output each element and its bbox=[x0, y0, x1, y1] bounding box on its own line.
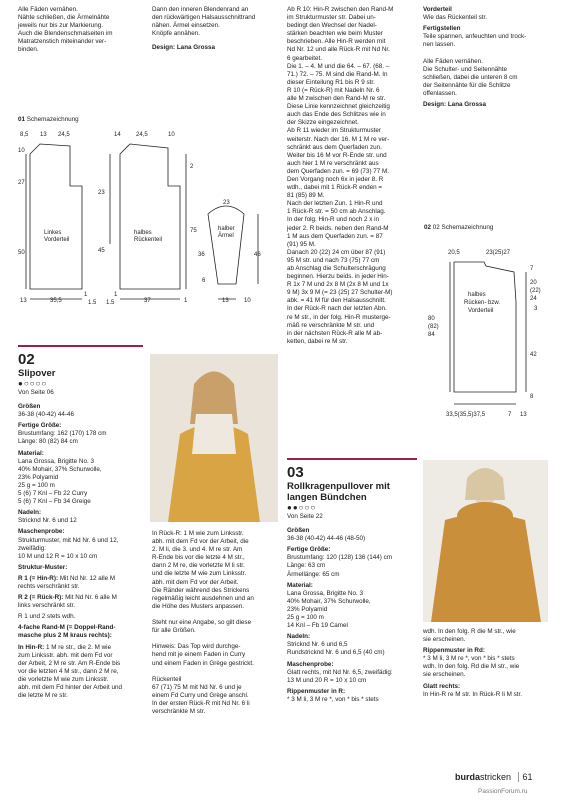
dim-label: 1 bbox=[114, 292, 118, 299]
model-image bbox=[423, 460, 548, 622]
paragraph: Ab R 10: Hin-R zwischen den Rand-M im Strukturmuster str. Dabei un- bedingt den Wechsel der Nadel- stärken beachten wie beim Muster beschrieben. Alle Hin-R werden mit Nd Nr. 12 und alle Rück-R mit Nd Nr. 6 gearbeitet. Die 1. – 4. M und die 64. – 67. (68. – 71.) 72. – 75. M sind die Rand-M. In dieser Einteilung R1 bis R 9 str. R 10 (= Rück-R) mit Nadeln Nr. 6 alle M zwischen den Rand-M re str. Diese Linie kennzeichnet gleichzeitig auch das Ende des Schlitzes wie in der Skizze eingezeichnet. Ab R 11 wieder im Strukturmuster weiterstr. Nach der 16. M 1 M re ver- schränkt aus dem Querfaden zun. Weiter bis 16 M vor R-Ende str. und auch hier 1 M re verschränkt aus dem Querfaden zun. = 69 (73) 77 M. Den Vorgang noch 6x in jeder 8. R wdh., dabei mit 1 Rück-R enden = 81 (85) 89 M. Nach der letzten Zun. 1 Hin-R und 1 Rück-R str. = 50 cm ab Anschlag. In der folg. Hin-R und noch 2 x in jeder 2. R beids. neben den Rand-M 1 M aus dem Querfaden zun. = 87 (91) 95 M. Danach 20 (22) 24 cm über 87 (91) 95 M str. und nach 73 (75) 77 cm ab Anschlag die Schulterschrägung beginnen. Hierzu beids. in jeder Hin- R 1x 7 M und 2x 8 M (2x 8 M und 1x 9 M) 3x 9 M (= 23 (25) 27 Schulter-M) abk. = 41 M für den Halsausschnitt. In der Rück-R nach der letzten Abn. re M str., in der folg. Hin-R musterge- mäß re verschränkte M str. und in der nächsten Rück-R alle M ab- ketten, dabei re M str. bbox=[287, 6, 394, 345]
subheading: Nadeln: bbox=[18, 509, 42, 517]
text-block bbox=[18, 624, 146, 640]
schematic-02-drawing bbox=[424, 232, 554, 422]
dim-label: 35,5 bbox=[50, 298, 62, 305]
dim-label: 33,5(35,5)37,5 bbox=[446, 412, 486, 419]
col4-top-text bbox=[423, 6, 548, 112]
dim-label: 84 bbox=[428, 332, 435, 339]
dim-label: 20,5 bbox=[448, 250, 460, 257]
dim-label: 14 bbox=[114, 132, 121, 139]
text-block: In Hin-R: 1 M re str., die 2. M wie zum Linksstr. abh. mit dem Fd vor der Arbeit, 2 M re str. Am R-Ende bis vor die letzten 4 M str., dann 2 M re, die vorletzte M wie zum Linksstr. abh. mit dem Fd hinter der Arbeit und die letzte M re str. bbox=[18, 643, 122, 700]
page-number: 61 bbox=[518, 772, 533, 782]
page-reference: Von Seite 06 bbox=[18, 389, 54, 396]
subheading: Design: Lana Grossa bbox=[423, 101, 486, 109]
dim-label: 6 bbox=[202, 278, 206, 285]
dim-label: (82) bbox=[428, 324, 439, 331]
dim-label: (22) bbox=[530, 288, 541, 295]
brand-logo-suffix: stricken bbox=[480, 772, 512, 782]
subheading: Rippenmuster in Rd: bbox=[423, 647, 485, 655]
text-block bbox=[423, 101, 548, 109]
page-reference: Von Seite 22 bbox=[287, 513, 323, 520]
col1-top-text bbox=[18, 6, 143, 55]
col3-text bbox=[287, 6, 417, 346]
design-credit: Design: Lana Grossa bbox=[152, 44, 215, 52]
dim-label: 20 bbox=[530, 280, 537, 287]
subheading: Struktur-Muster: bbox=[18, 563, 68, 571]
text-block: Nadeln: Stricknd Nr. 6 und 6,5 Rundstricknd Nr. 6 und 6,5 (40 cm) bbox=[287, 633, 385, 657]
brand-logo: burda bbox=[455, 772, 481, 782]
dim-label: 10 bbox=[244, 298, 251, 305]
section-rule bbox=[18, 345, 143, 347]
text-block: wdh. In den folg. R die M str., wie sie erscheinen. bbox=[423, 628, 516, 644]
subheading: Fertigstellen bbox=[423, 25, 461, 33]
schematic-01-drawing bbox=[18, 124, 268, 304]
text-block: Material: Lana Grossa, Brigitte No. 3 40% Mohair, 37% Schurwolle, 23% Polyamid 25 g = 100 m 5 (6) 7 Knl – Fb 22 Curry 5 (6) 7 Knl – Fb 34 Greige bbox=[18, 449, 102, 506]
subheading: Maschenprobe: bbox=[18, 528, 65, 536]
watermark: PassionForum.ru bbox=[478, 788, 528, 795]
dim-label: 13 bbox=[520, 412, 527, 419]
paragraph: Dann den inneren Blendenrand an den rückwärtigen Halsausschnittrand nähen. Ärmel einsetzen. Knöpfe annähen. bbox=[152, 6, 256, 38]
text-block: R 1 (= Hin-R): Mit Nd Nr. 12 alle M rechts verschränkt str. bbox=[18, 574, 116, 590]
piece-label: halber Ärmel bbox=[218, 226, 235, 240]
subheading: R 1 (= Hin-R): bbox=[18, 574, 59, 582]
subheading: Größen bbox=[287, 527, 310, 535]
dim-label: 13 bbox=[40, 132, 47, 139]
section-02-body bbox=[18, 403, 146, 700]
text-block bbox=[18, 564, 146, 572]
subheading: Material: bbox=[287, 581, 313, 589]
paragraph: Alle Fäden vernähen. Nähte schließen, die Ärmelnähte jeweils nur bis zur Markierung. Auch die Blendenschmalseiten im Matratzenstich miteinander ver- binden. bbox=[18, 6, 113, 54]
text-block: R 2 (= Rück-R): Mit Nd Nr. 6 alle M links verschränkt str. bbox=[18, 594, 117, 610]
model-image bbox=[150, 354, 278, 522]
text-block: Rippenmuster in Rd: * 3 M li, 3 M re *, von * bis * stets wdh. In den folg. Rd die M str., wie sie erscheinen. bbox=[423, 647, 520, 679]
difficulty-rating: ●○○○○ bbox=[18, 379, 48, 388]
page-footer bbox=[455, 773, 533, 781]
subheading: Glatt rechts: bbox=[423, 682, 461, 690]
dim-label: 13 bbox=[20, 298, 27, 305]
section-rule bbox=[287, 458, 417, 460]
dim-label: 7 bbox=[508, 412, 512, 419]
section-title: Rollkragenpullover mit langen Bündchen bbox=[287, 481, 390, 503]
dim-label: 23 bbox=[223, 200, 230, 207]
dim-label: 1 bbox=[84, 292, 88, 299]
subheading: R 2 (= Rück-R): bbox=[18, 594, 64, 602]
slipover-photo bbox=[150, 354, 278, 522]
text-block: Material: Lana Grossa, Brigitte No. 3 40% Mohair, 37% Schurwolle, 23% Polyamid 25 g = 100 m 14 Knl – Fb 19 Camel bbox=[287, 581, 371, 630]
pullover-photo bbox=[423, 460, 548, 622]
dim-label: 24,5 bbox=[136, 132, 148, 139]
subheading: In Hin-R: bbox=[18, 643, 45, 651]
piece-label: Vorderteil bbox=[468, 308, 494, 315]
piece-label: Linkes Vorderteil bbox=[44, 230, 70, 244]
dim-label: 3 bbox=[534, 306, 538, 313]
diagram-title: 02 02 Schemazeichnung bbox=[424, 224, 494, 231]
text-block: Größen 36-38 (40-42) 44-46 bbox=[18, 403, 75, 419]
dim-label: 1,5 bbox=[106, 300, 115, 305]
dim-label: 23 bbox=[98, 190, 105, 197]
text-block: Maschenprobe: Glatt rechts, mit Nd Nr. 6,5, zweifädig: 13 M und 20 R = 10 x 10 cm bbox=[287, 660, 393, 684]
text-block: Größen 36-38 (40-42) 44-46 (48-50) bbox=[287, 527, 366, 543]
subheading: Fertige Größe: bbox=[18, 422, 62, 430]
dim-label: 2 bbox=[190, 164, 194, 171]
dim-label: 75 bbox=[190, 228, 197, 235]
text-block: Maschenprobe: Strukturmuster, mit Nd Nr. 6 und 12, zweifädig: 10 M und 12 R = 10 x 10 cm bbox=[18, 528, 119, 560]
diagram-title: 01 Schemazeichnung bbox=[18, 116, 79, 123]
dim-label: 10 bbox=[18, 148, 25, 155]
section-02 bbox=[18, 352, 146, 703]
piece-label: halbes Rückenteil bbox=[134, 230, 163, 244]
text-block: Fertige Größe: Brustumfang: 120 (128) 136 (144) cm Länge: 63 cm Ärmellänge: 65 cm bbox=[287, 546, 393, 578]
dim-label: 13 bbox=[222, 298, 229, 305]
col4-bottom-text bbox=[423, 628, 548, 702]
dim-label: 50 bbox=[18, 250, 25, 257]
dim-label: 42 bbox=[530, 352, 537, 359]
dim-label: 10 bbox=[168, 132, 175, 139]
dim-label: 80 bbox=[428, 316, 435, 323]
section-number: 02 bbox=[18, 351, 35, 368]
text-block: Fertigstellen Teile spannen, anfeuchten und trock- nen lassen. Alle Fäden vernähen. Die Schulter- und Seitennähte schließen, dabei die unteren 8 cm der Seitennähte für die Schlitze offenlassen. bbox=[423, 25, 527, 97]
subheading: Nadeln: bbox=[287, 633, 311, 641]
dim-label: 8,5 bbox=[20, 132, 29, 139]
dim-label: 36 bbox=[198, 252, 205, 259]
section-03 bbox=[287, 465, 421, 707]
dim-label: 37 bbox=[144, 298, 151, 305]
subheading: Rippenmuster in R: bbox=[287, 687, 346, 695]
dim-label: 24,5 bbox=[58, 132, 70, 139]
text-block: Glatt rechts: In Hin-R re M str. In Rück-R li M str. bbox=[423, 682, 523, 698]
piece-label: halbes bbox=[468, 292, 486, 299]
section-03-body bbox=[287, 527, 421, 704]
subheading: Maschenprobe: bbox=[287, 660, 334, 668]
dim-label: 45 bbox=[98, 248, 105, 255]
text-block: Nadeln: Stricknd Nr. 6 und 12 bbox=[18, 509, 77, 525]
col2-top-text bbox=[152, 6, 282, 52]
subheading: Größen bbox=[18, 403, 41, 411]
dim-label: 1 bbox=[184, 298, 188, 305]
text-block: Fertige Größe: Brustumfang: 162 (170) 178 cm Länge: 80 (82) 84 cm bbox=[18, 422, 107, 446]
schematic-01 bbox=[18, 116, 268, 306]
subheading: Fertige Größe: bbox=[287, 546, 331, 554]
subheading: 4-fache Rand-M (= Doppel-Rand- masche plus 2 M kraus rechts): bbox=[18, 624, 116, 640]
dim-label: 7 bbox=[530, 266, 534, 273]
dim-label: 27 bbox=[18, 180, 25, 187]
difficulty-rating: ●●○○○ bbox=[287, 503, 317, 512]
dim-label: 8 bbox=[530, 394, 534, 401]
schematic-02 bbox=[424, 224, 554, 424]
dim-label: 1,5 bbox=[88, 300, 97, 305]
text-block: Rippenmuster in R: * 3 M li, 3 M re *, von * bis * stets bbox=[287, 687, 379, 703]
piece-label: Rücken- bzw. bbox=[464, 300, 501, 307]
col2-mid-text bbox=[152, 530, 282, 716]
subheading: Material: bbox=[18, 449, 44, 457]
dim-label: 23(25)27 bbox=[486, 250, 511, 257]
dim-label: 24 bbox=[530, 296, 537, 303]
section-number: 03 bbox=[287, 464, 304, 481]
section-title: Slipover bbox=[18, 368, 56, 379]
subheading: Vorderteil bbox=[423, 6, 452, 13]
dim-label: 46 bbox=[254, 252, 261, 259]
text-block: Vorderteil Wie das Rückenteil str. bbox=[423, 6, 488, 22]
text-block: R 1 und 2 stets wdh. bbox=[18, 613, 76, 621]
paragraph: In Rück-R: 1 M wie zum Linksstr. abh. mit dem Fd vor der Arbeit, die 2. M li, die 3. und 4. M re str. Am R-Ende bis vor die letzte 4 M str., dann 2 M re, die vorletzte M li str. und die letzte M wie zum Linksstr. abh. mit dem Fd vor der Arbeit. Die Ränder während des Strickens regelmäßig leicht ausdehnen und an die Höhe des Musters anpassen. Steht nur eine Angabe, so gilt diese für alle Größen. Hinweis: Das Top wird durchge- hend mit je einem Faden in Curry und einem Faden in Grège gestrickt. Rückenteil 67 (71) 75 M mit Nd Nr. 6 und je einem Fd Curry und Grège anschl. In der ersten Rück-R mit Nd Nr. 6 li verschränkte M str. bbox=[152, 530, 254, 716]
